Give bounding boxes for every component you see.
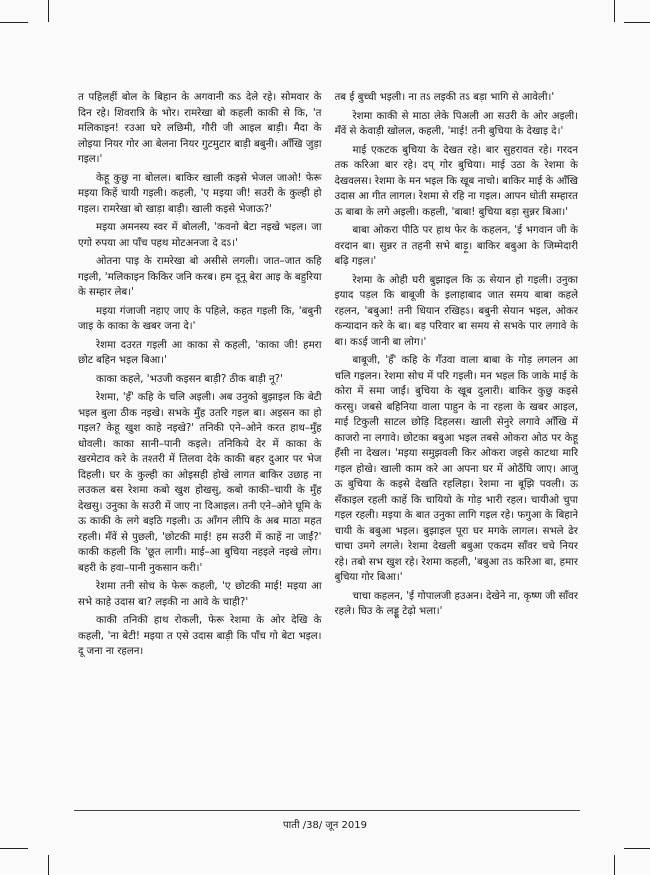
paragraph: रेशमा, 'हँ' कहि के चलि अइली। अब उनुको बुझाइल कि बेटी भइल बुला ठीक नइखे। सभके मुँह उतरि गइल बा। अइसन का हो गइल? केहू खुश काहे नइखे?' तनिकी एने–ओने करत हाथ–मुँह धोवली। काका सानी–पानी कइले। तनिकिये देर में काका के खरमेटाव करे के तश्तरी में तिलवा देके काकी बहर दुआर पर भेज दिहली। घर के कुल्ही का ओइसही होखे लागत बाकिर उछाह ना लउकल बस रेशमा कबो खुश होखसु, कबो काकी–चायी के मुँह देखसु। उनुका के सउरी में जाए ना दिआइल। तनी एने–ओने घूमि के ऊ काकी के लगे बइठि गइली। ऊ आँगन लीपि के अब माठा महत रहली। मँवें से पुछली, 'छोटकी माई! हम सउरी में काहें ना जाईं?' काकी कहली कि 'छूत लागी। माई–आ बुचिया नहइले नइखे लोग। बहरी के हवा–पानी नुकसान करी।' [78, 392, 322, 574]
crop-mark-bottom-left-h [0, 848, 28, 849]
page-folio: पाती /38/ जून 2019 [283, 820, 367, 831]
paragraph: मइया गंजाजी नहाए जाए के पहिले, कहत गइली कि, 'बबुनी जाइ के काका के खबर जना दे।' [78, 305, 322, 332]
paragraph: रेशमा तनी सोच के फेरू कहली, 'ए छोटकी माई! मइया आ सभे काहे उदास बा? लइकी ना आवे के चाही?' [78, 581, 322, 608]
crop-mark-bottom-right-h [624, 848, 650, 849]
paragraph: रेशमा दउरत गइली आ काका से कहली, 'काका जी! हमरा छोट बहिन भइल बिआ।' [78, 339, 322, 366]
paragraph: रेशमा काकी से माठा लेके पिअली आ सउरी के ओर अइली। मँवें से केवाड़ी खोलल, कहली, 'माई! तनी बुचिया के देखाइ दे।' [334, 110, 578, 137]
footer-rule [74, 810, 580, 811]
paragraph: बाबा ओकरा पीठि पर हाथ फेर के कहलन, 'ई भगवान जी के वरदान बा। सुन्नर त तहनी सभे बाड़ू। बाकिर बबुआ के जिम्मेदारी बढ़ि गइल।' [334, 225, 578, 267]
article-body [78, 90, 578, 805]
paragraph: केहू कुछु ना बोलल। बाकिर खाली कइसे भेजल जाओ! फेरू मइया किहें चायी गइली। कहली, 'ए मइया जी! सउरी के कुल्ही हो गइल। रामरेखा बो खाड़ा बाड़ी। खाली कइसे भेजाऊ?' [78, 172, 322, 215]
paragraph: तब ई बुच्ची भइली। ना तऽ लइकी तऽ बड़ा भागि से आवेली।' [334, 92, 555, 103]
paragraph: बाबूजी, 'हँ' कहि के गँउवा वाला बाबा के गोड़ लगलन आ चलि गइलन। रेशमा सोच में परि गइली। मन भइल कि जाके माई के कोरा में समा जाईं। बुचिया के खूब दुलारी। बाकिर कुछु कइसे करसु। जबसे बहिनिया वाला पाहुन के ना रहला के खबर आइल, माई टिकुली साटल छोड़ि दिहलस। खाली सेनुरे लगावे आँखि में काजरो ना लगावे। छोटका बबुआ भइल तबसे ओकरा ओठ पर केहू हँसी ना देखल। 'मइया समुझवली किर ओकरा जइसे काटथा मारि गइल होखे। खाली काम करे आ अपना घर में ओठँघि जाए। आजु ऊ बुचिया के कइसे देखति रहलिहा। रेशमा ना बूझि पवली। ऊ सँकाइल रहली काहें कि चायियो के गोड़ भारी रहल। चायीओ चुपा गइल रहली। मइया के बात उनुका लागि गइल रहे। फगुआ के बिहाने चायी के बबुआ भइल। बुझाइल पूरा घर मगके लागल। सभले ढेर चाचा उमगे लगले। रेशमा देखली बबुआ एकदम साँवर चचे नियर रहे। तबो सभ खुश रहे। रेशमा कहली, 'बबुआ तऽ करिआ बा, हमार बुचिया गोर बिआ।' [334, 355, 578, 583]
paragraph: ओतना पाइ के रामरेखा बो असीसे लगली। जात–जात कहि गइली, 'मलिकाइन किकिर जनि करब। हम दूनू बेरा आइ के बहुरिया के सम्हार लेब।' [78, 256, 322, 298]
paragraph: चाचा कहलन, 'ई गोपालजी हउअन। देखेने ना, कृष्ण जी साँवर रहले। घिउ के लड्डू टेढ़ो भला।' [334, 590, 578, 617]
paragraph: काका कहले, 'भउजी कइसन बाड़ी? ठीक बाड़ी नू?' [96, 373, 283, 385]
paragraph: त पहिलहीं बोल के बिहान के अगवानी कऽ देले रहे। सोमवार के दिन रहे। शिवरात्रि के भोर। रामरेखा बो कहली काकी से कि, 'त मलिकाइन! रउआ घरे लछिमी, गौरी जी आइल बाड़ी। मैदा के लोइया नियर गोर आ बेलना नियर गुटमुटार बाड़ी बबुनी। आँखि जुड़ा गइल।' [78, 92, 322, 165]
crop-mark-top-right-v [614, 0, 615, 22]
crop-mark-bottom-right-v [614, 855, 615, 875]
paragraph: काकी तनिकी हाथ रोकली, फेरू रेशमा के ओर देखि के कहली, 'ना बेटी! मइया त एसे उदास बाड़ी कि पाँच गो बेटा भइल। दू जना ना रहलन। [78, 615, 322, 657]
paragraph: मइया अमनस्य स्वर में बोलली, 'कवनो बेटा नइखे भइल। जा एगो रुपया आ पाँच पहथ मोटअनजा दे दऽ।' [78, 222, 322, 249]
paragraph: माई एकटक बुचिया के देखत रहे। बार सुहरावत रहे। गरदन तक करिआ बार रहे। दप् गोर बुचिया। माई उठा के रेशमा के देखवलस। रेशमा के मन भइल कि खूब नाचो। बाकिर माई के आँखि उदास आ गीत लागल। रेशमा से रहि ना गइल। आपन धोती सम्हारत ऊ बाबा के लगे अइली। कहली, 'बाबा! बुचिया बड़ा सुन्नर बिआ।' [334, 144, 578, 218]
left-column [78, 90, 322, 805]
crop-mark-bottom-left-v [48, 855, 49, 875]
crop-mark-top-left-h [0, 22, 28, 23]
crop-mark-top-left-v [48, 0, 49, 22]
crop-mark-top-right-h [624, 22, 650, 23]
right-column [335, 90, 579, 805]
paragraph: रेशमा के ओही घरी बुझाइल कि ऊ सेयान हो गइली। उनुका इयाद पड़ल कि बाबूजी के इलाहाबाद जात समय बाबा कहले रहलन, 'बबुआ! तनी धियान रखिहऽ। बबुनी सेयान भइल, ओकर कन्यादान करे के बा। बड़ परिवार बा समय से सभके पार लगावे के बा। कऽई जानी बा लोग।' [334, 274, 578, 348]
